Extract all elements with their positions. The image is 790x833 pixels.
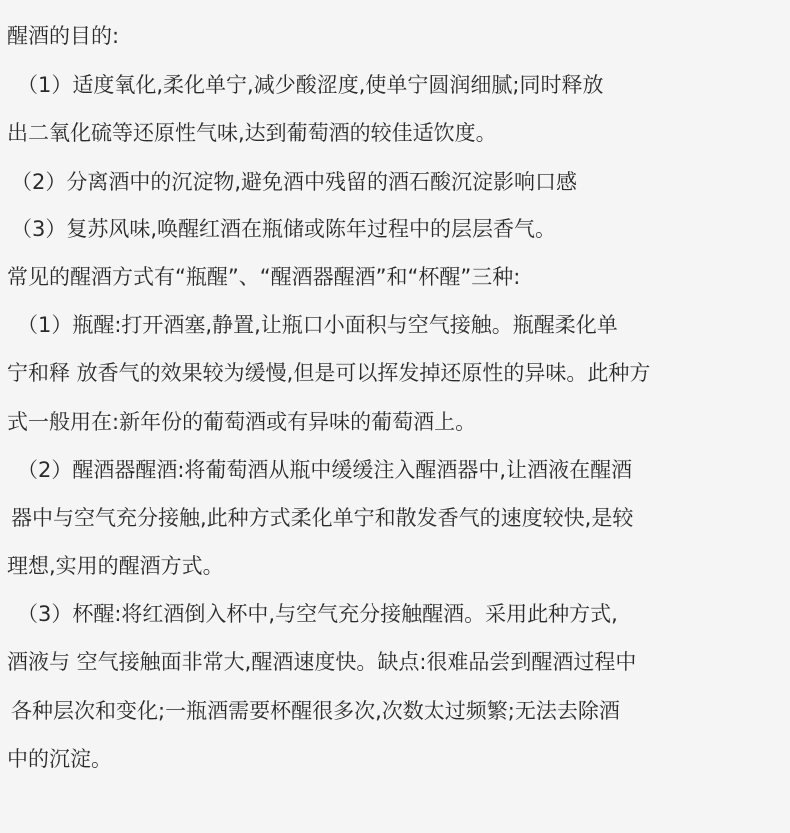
paragraph-line: 理想,实用的醒酒方式。 bbox=[7, 554, 224, 578]
paragraph-line: 中的沉淀。 bbox=[7, 747, 112, 771]
heading-purpose: 醒酒的目的: bbox=[7, 24, 120, 48]
paragraph-line: 器中与空气充分接触,此种方式柔化单宁和散发香气的速度较快,是较 bbox=[11, 506, 634, 530]
paragraph-line: （1）适度氧化,柔化单宁,减少酸涩度,使单宁圆润细腻;同时释放 bbox=[17, 73, 604, 97]
paragraph-line: （2）醒酒器醒酒:将葡萄酒从瓶中缓缓注入醒酒器中,让酒液在醒酒 bbox=[17, 458, 633, 482]
paragraph-line: （2）分离酒中的沉淀物,避免酒中残留的酒石酸沉淀影响口感 bbox=[11, 170, 578, 194]
paragraph-line: （1）瓶醒:打开酒塞,静置,让瓶口小面积与空气接触。瓶醒柔化单 bbox=[17, 313, 618, 337]
paragraph-line: 酒液与 空气接触面非常大,醒酒速度快。缺点:很难品尝到醒酒过程中 bbox=[7, 650, 637, 674]
paragraph-line: 出二氧化硫等还原性气味,达到葡萄酒的较佳适饮度。 bbox=[7, 121, 497, 145]
paragraph-line: （3）复苏风味,唤醒红酒在瓶储或陈年过程中的层层香气。 bbox=[11, 217, 557, 241]
heading-methods: 常见的醒酒方式有“瓶醒”、“醒酒器醒酒”和“杯醒”三种: bbox=[7, 265, 521, 289]
paragraph-line: 式一般用在:新年份的葡萄酒或有异味的葡萄酒上。 bbox=[7, 410, 477, 434]
paragraph-line: 宁和释 放香气的效果较为缓慢,但是可以挥发掉还原性的异味。此种方 bbox=[7, 361, 651, 385]
paragraph-line: （3）杯醒:将红酒倒入杯中,与空气充分接触醒酒。采用此种方式, bbox=[17, 602, 618, 626]
paragraph-line: 各种层次和变化;一瓶酒需要杯醒很多次,次数太过频繁;无法去除酒 bbox=[11, 699, 620, 723]
